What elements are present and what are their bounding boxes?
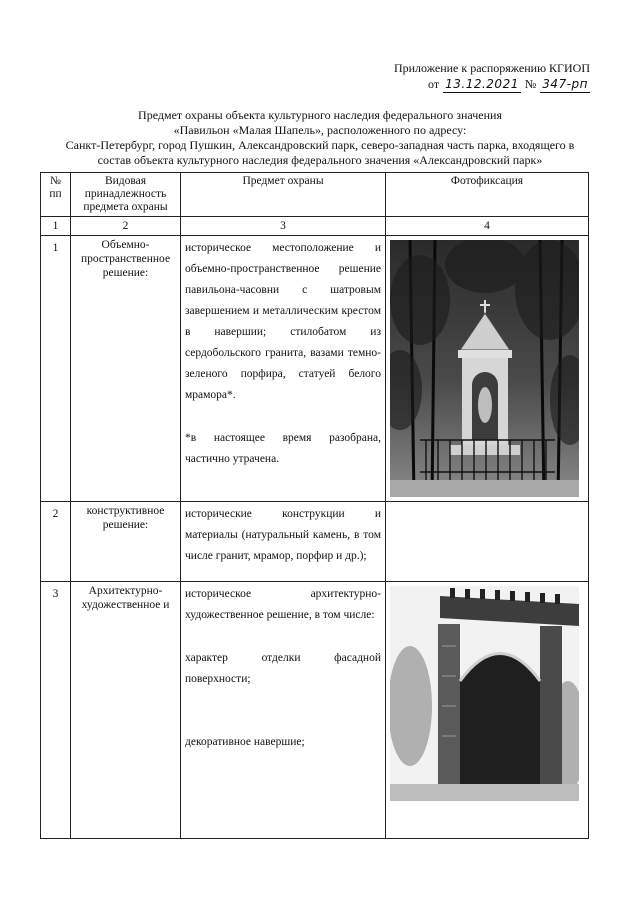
row-subject	[181, 236, 386, 502]
row-number: 2	[41, 502, 71, 582]
subject-item: характер отделки фасадной поверхности;	[185, 652, 381, 685]
column-number-row	[41, 217, 589, 236]
subject-text: историческое местоположение и объемно-пространственное решение павильона-часовни с шатровым завершением и металлическим крестом в навершии; стилобатом из сердобольского гранита, вазами темно-зеленого порфира, статуей белого мрамора*.	[185, 242, 381, 401]
heading-line-4: состав объекта культурного наследия федерального значения «Александровский парк»	[97, 153, 543, 167]
subject-text: историческое архитектурно-художественное решение, в том числе:	[185, 588, 381, 621]
column-number: 4	[386, 217, 589, 236]
row-number: 3	[41, 582, 71, 839]
header-num: № пп	[41, 173, 71, 217]
header-subject: Предмет охраны	[181, 173, 386, 217]
document-heading	[60, 108, 580, 168]
heading-line-1: Предмет охраны объекта культурного наследия федерального значения	[138, 108, 502, 122]
order-number-prefix: №	[524, 77, 537, 91]
row-photo	[386, 236, 589, 502]
heading-line-2: «Павильон «Малая Шапель», расположенного по адресу:	[173, 123, 467, 137]
header-kind: Видовая принадлежность предмета охраны	[71, 173, 181, 217]
order-number: 347-рп	[542, 77, 588, 91]
subject-text: исторические конструкции и материалы (натуральный камень, в том числе гранит, мрамор, порфир и др.);	[185, 508, 381, 562]
row-photo-empty	[386, 502, 589, 582]
table-row	[41, 236, 589, 502]
protection-subject-table	[40, 172, 589, 839]
row-kind: Объемно-пространственное решение:	[71, 236, 181, 502]
subject-item: декоративное навершие;	[185, 736, 305, 748]
pavilion-front-photo	[390, 240, 579, 497]
table-row	[41, 502, 589, 582]
column-number: 1	[41, 217, 71, 236]
column-number: 2	[71, 217, 181, 236]
row-subject	[181, 502, 386, 582]
order-date: 13.12.2021	[445, 77, 519, 91]
subject-note: *в настоящее время разобрана, частично утрачена.	[185, 432, 381, 465]
order-date-prefix: от	[428, 77, 440, 91]
heading-line-3: Санкт-Петербург, город Пушкин, Александровский парк, северо-западная часть парка, входящего в	[65, 138, 575, 152]
appendix-title: Приложение к распоряжению КГИОП	[393, 61, 590, 75]
header-photo: Фотофиксация	[386, 173, 589, 217]
order-line	[428, 76, 590, 93]
pavilion-arch-photo	[390, 586, 579, 801]
table-header-row	[41, 173, 589, 217]
column-number: 3	[181, 217, 386, 236]
row-photo	[386, 582, 589, 839]
appendix-header	[330, 60, 590, 93]
row-kind: Архитектурно-художественное и	[71, 582, 181, 839]
row-kind: конструктивное решение:	[71, 502, 181, 582]
table-row	[41, 582, 589, 839]
row-subject	[181, 582, 386, 839]
row-number: 1	[41, 236, 71, 502]
